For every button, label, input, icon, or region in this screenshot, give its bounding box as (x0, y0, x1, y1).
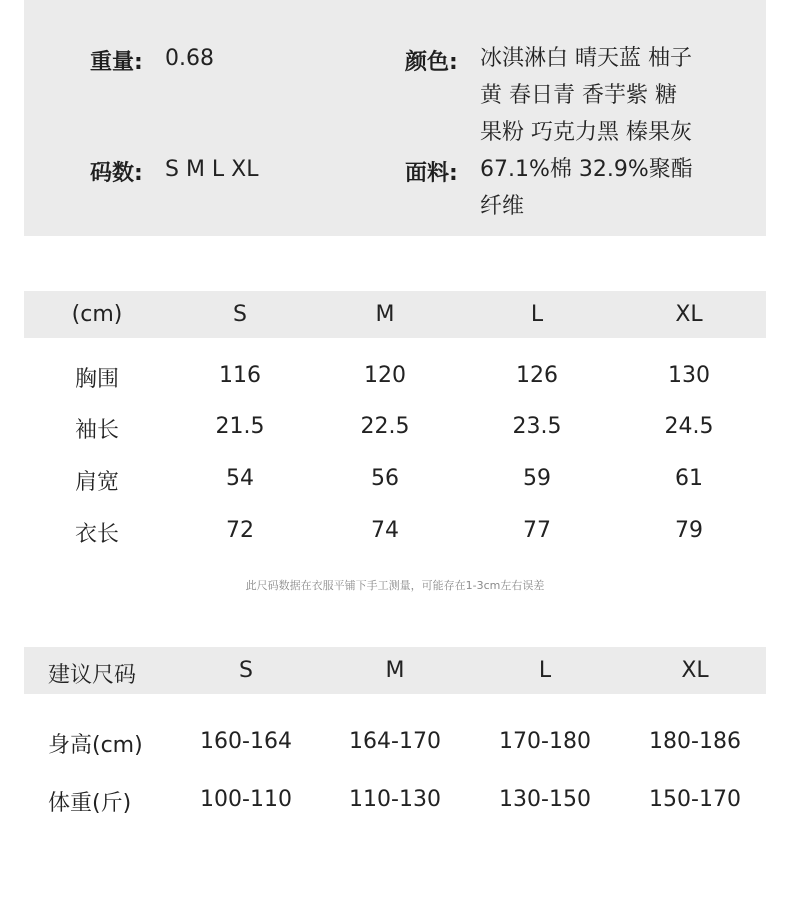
color-label: 颜色: (405, 50, 458, 75)
measure-cell: 74 (371, 518, 399, 543)
rec-cell: 130-150 (499, 787, 591, 812)
measure-cell: 116 (219, 363, 261, 388)
measure-cell: 22.5 (360, 414, 410, 439)
measure-row-label: 肩宽 (74, 470, 119, 495)
measure-cell: 21.5 (215, 414, 265, 439)
unit-header: (cm) (71, 302, 123, 327)
measure-cell: 126 (516, 363, 558, 388)
measure-cell: 56 (371, 466, 399, 491)
measure-cell: 59 (523, 466, 551, 491)
measure-cell: 54 (226, 466, 254, 491)
measure-cell: 120 (364, 363, 406, 388)
measure-cell: 23.5 (512, 414, 562, 439)
rec-cell: 170-180 (499, 729, 591, 754)
rec-cell: 180-186 (649, 729, 741, 754)
rec-cell: 110-130 (349, 787, 441, 812)
color-line: 黄 春日青 香芋紫 糖 (480, 83, 677, 108)
size-value: S M L XL (165, 157, 259, 182)
fabric-values (480, 151, 693, 225)
measure-cell: 72 (226, 518, 254, 543)
measure-cell: 130 (668, 363, 710, 388)
recommend-header: 建议尺码 (48, 663, 137, 688)
fabric-line: 纤维 (480, 194, 525, 219)
weight-label: 重量: (90, 50, 143, 75)
rec-cell: 150-170 (649, 787, 741, 812)
rec-cell: 100-110 (200, 787, 292, 812)
fabric-line: 67.1%棉 32.9%聚酯 (480, 157, 693, 182)
rec-size-header: M (385, 658, 405, 683)
fabric-label: 面料: (405, 161, 458, 186)
size-header: XL (675, 302, 703, 327)
measure-cell: 24.5 (664, 414, 714, 439)
rec-size-header: L (538, 658, 552, 683)
rec-cell: 164-170 (349, 729, 441, 754)
color-values (480, 40, 692, 151)
measure-cell: 77 (523, 518, 551, 543)
weight-value: 0.68 (165, 46, 214, 71)
height-row-label: 身高(cm) (48, 733, 143, 758)
rec-size-header: XL (681, 658, 709, 683)
size-label: 码数: (90, 161, 143, 186)
rec-size-header: S (239, 658, 253, 683)
weight-row-label: 体重(斤) (48, 791, 132, 816)
rec-cell: 160-164 (200, 729, 292, 754)
size-header: L (530, 302, 544, 327)
measure-row-label: 衣长 (74, 522, 119, 547)
color-line: 果粉 巧克力黑 榛果灰 (480, 120, 692, 145)
measure-cell: 79 (675, 518, 703, 543)
measure-row-label: 胸围 (74, 367, 119, 392)
size-header: M (375, 302, 395, 327)
color-line: 冰淇淋白 晴天蓝 柚子 (480, 46, 692, 71)
measure-row-label: 袖长 (74, 418, 119, 443)
measurement-note: 此尺码数据在衣服平铺下手工测量，可能存在1-3cm左右误差 (245, 579, 545, 592)
measure-cell: 61 (675, 466, 703, 491)
size-header: S (233, 302, 247, 327)
